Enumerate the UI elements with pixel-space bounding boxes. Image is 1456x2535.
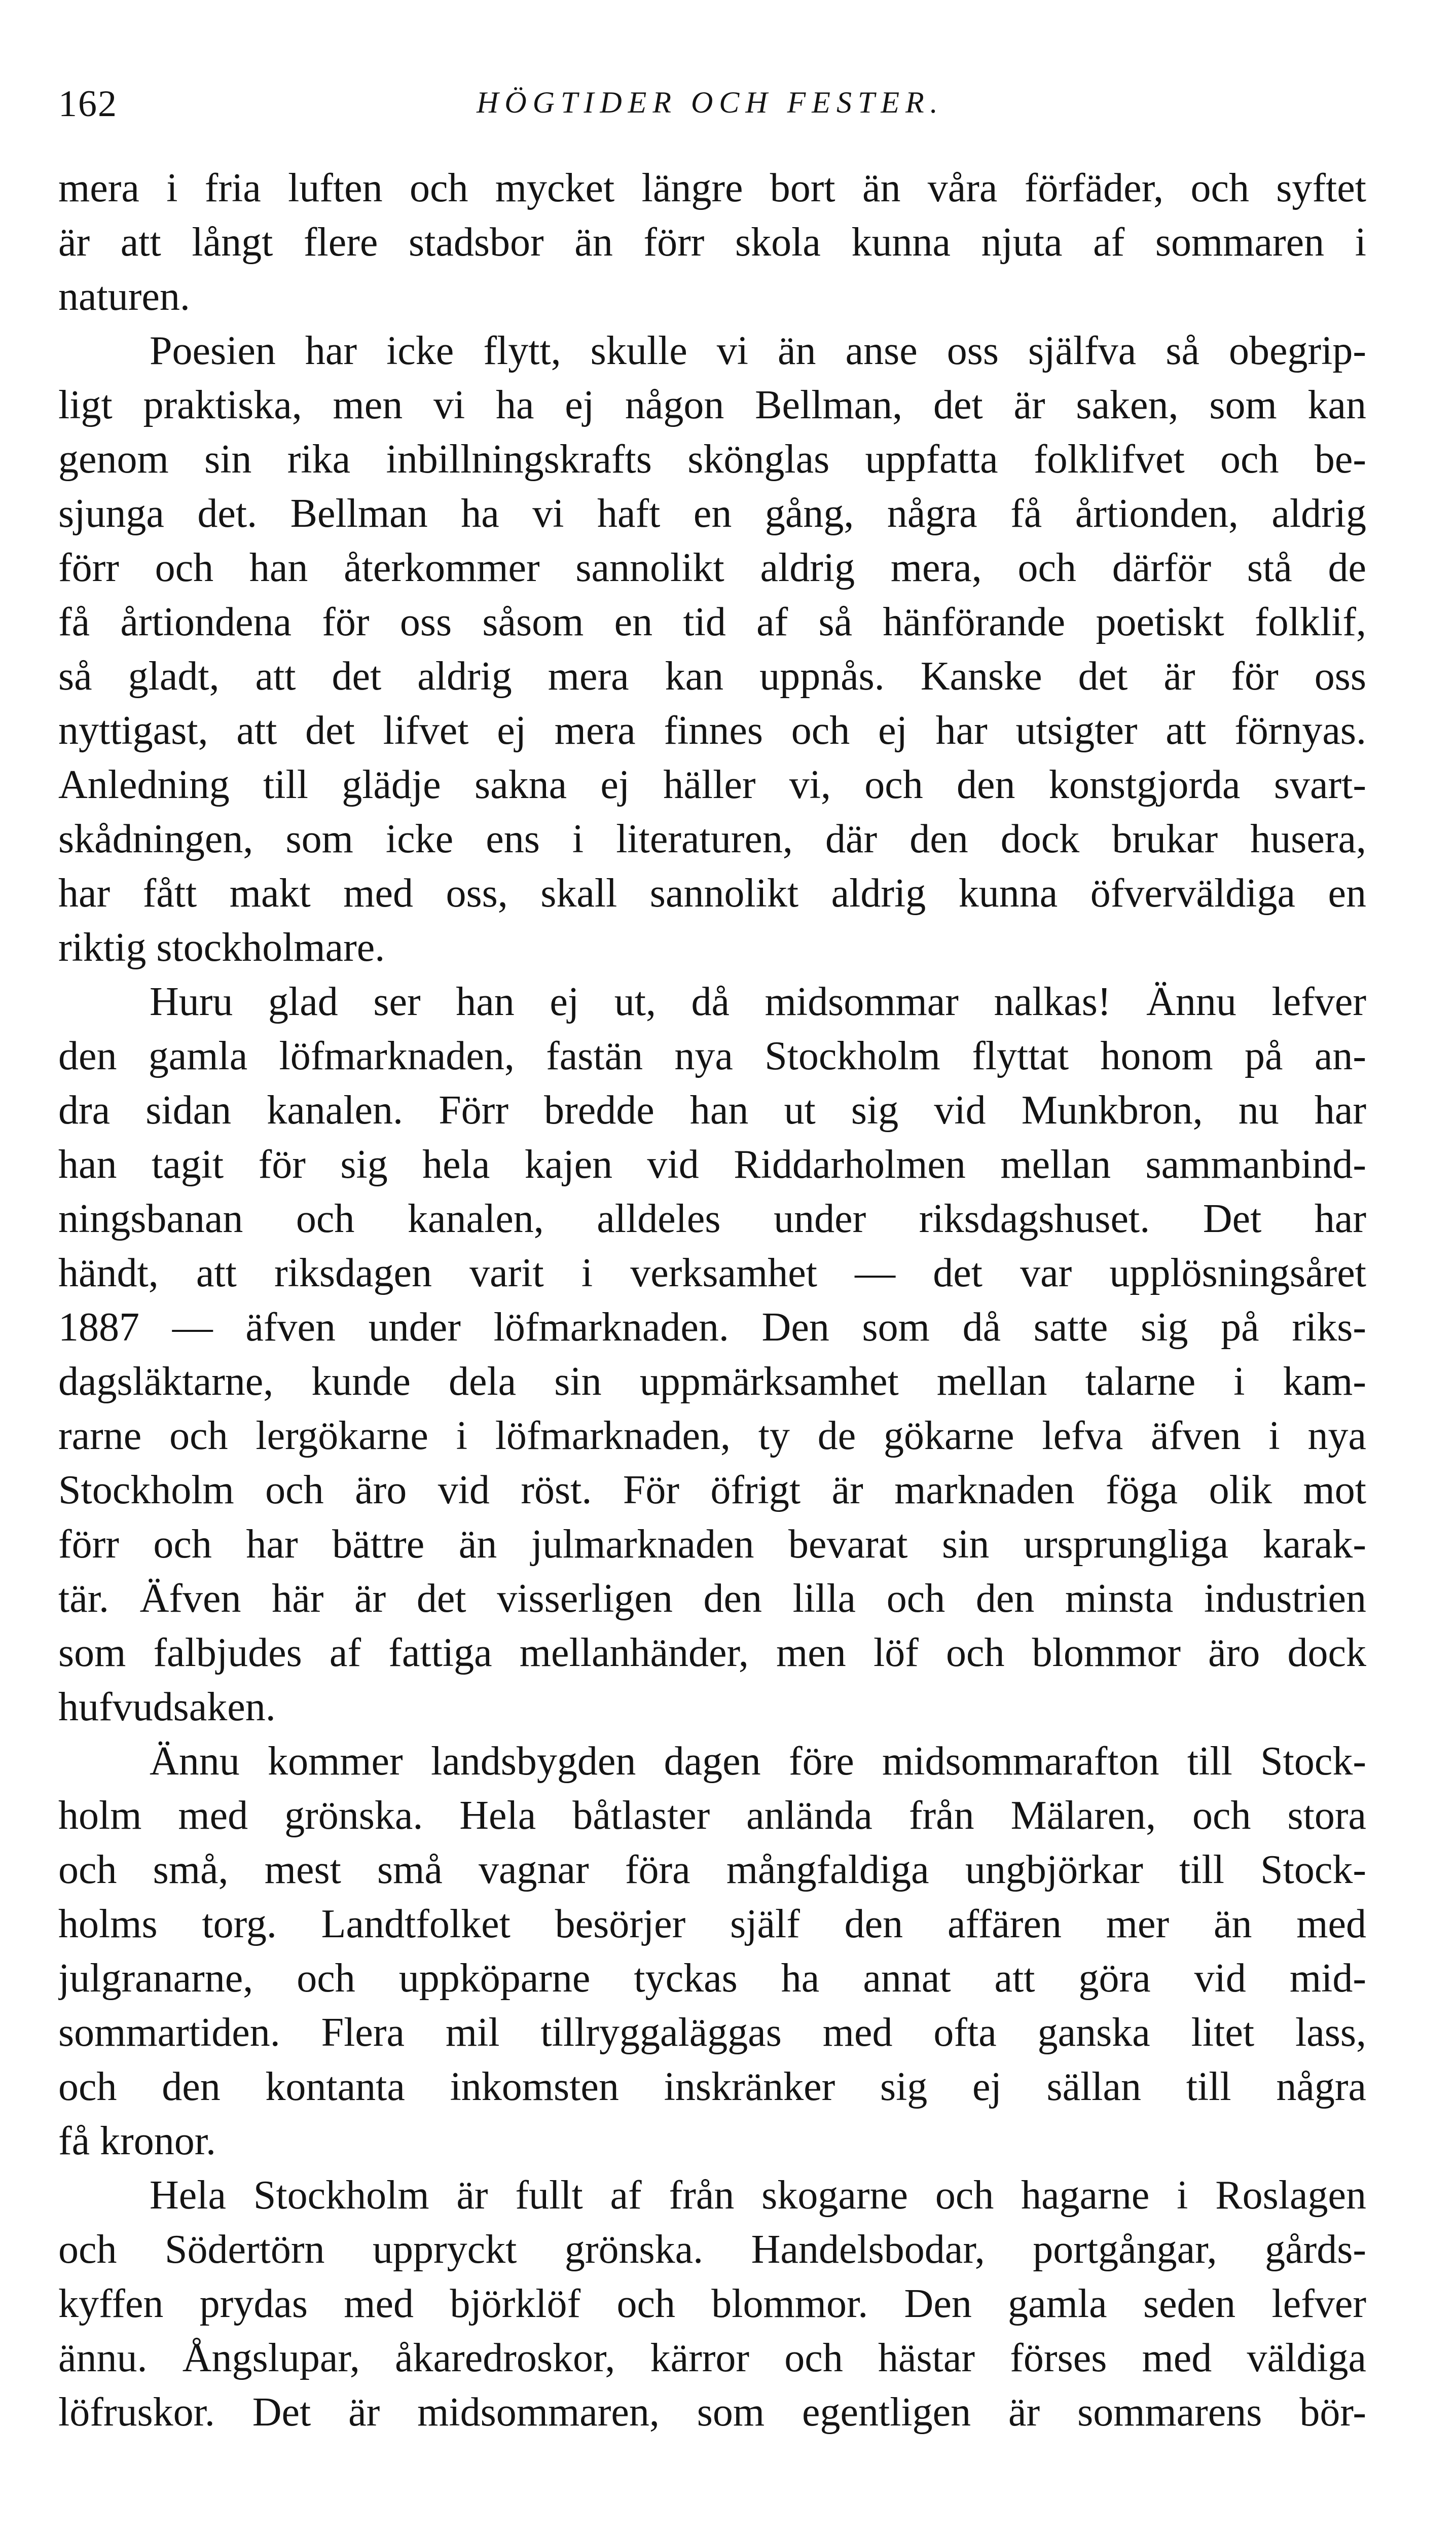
- text-line: mera i fria luften och mycket längre bort än våra förfäder, och syftet: [58, 166, 1366, 210]
- text-line: så gladt, att det aldrig mera kan uppnås. Kanske det är för oss: [58, 654, 1366, 699]
- text-line: tär. Äfven här är det visserligen den lilla och den minsta industrien: [58, 1576, 1366, 1621]
- text-line: rarne och lergökarne i löfmarknaden, ty de gökarne lefva äfven i nya: [58, 1414, 1366, 1458]
- text-line: har fått makt med oss, skall sannolikt aldrig kunna öfverväldiga en: [58, 871, 1366, 916]
- paragraph: [58, 324, 1366, 975]
- text-line: skådningen, som icke ens i literaturen, där den dock brukar husera,: [58, 817, 1366, 861]
- text-line: Stockholm och äro vid röst. För öfrigt är marknaden föga olik mot: [58, 1468, 1366, 1512]
- text-line: julgranarne, och uppköparne tyckas ha annat att göra vid mid-: [58, 1956, 1366, 2001]
- text-line: dra sidan kanalen. Förr bredde han ut sig vid Munkbron, nu har: [58, 1088, 1366, 1133]
- text-line: nyttigast, att det lifvet ej mera finnes och ej har utsigter att förnyas.: [58, 708, 1366, 753]
- text-line: kyffen prydas med björklöf och blommor. Den gamla seden lefver: [58, 2282, 1366, 2326]
- text-line: holm med grönska. Hela båtlaster anlända från Mälaren, och stora: [58, 1793, 1366, 1838]
- running-title: HÖGTIDER OCH FESTER.: [477, 86, 944, 119]
- text-line: som falbjudes af fattiga mellanhänder, men löf och blommor äro dock: [58, 1631, 1366, 1675]
- text-line: är att långt flere stadsbor än förr skola kunna njuta af sommaren i: [58, 220, 1366, 265]
- text-line: ännu. Ångslupar, åkaredroskor, kärror och hästar förses med väldiga: [58, 2336, 1366, 2380]
- text-line: dagsläktarne, kunde dela sin uppmärksamhet mellan talarne i kam-: [58, 1359, 1366, 1404]
- text-line: förr och han återkommer sannolikt aldrig mera, och därför stå de: [58, 546, 1366, 590]
- text-line: den gamla löfmarknaden, fastän nya Stockholm flyttat honom på an-: [58, 1034, 1366, 1078]
- text-line: förr och har bättre än julmarknaden bevarat sin ursprungliga karak-: [58, 1522, 1366, 1567]
- text-line: få kronor.: [58, 2119, 216, 2163]
- text-line: och Södertörn uppryckt grönska. Handelsbodar, portgångar, gårds-: [58, 2227, 1366, 2272]
- text-line: Anledning till glädje sakna ej häller vi, och den konstgjorda svart-: [58, 763, 1366, 807]
- running-head: [58, 76, 1366, 132]
- paragraph: [58, 161, 1366, 324]
- text-line: Poesien har icke flytt, skulle vi än anse oss själfva så obegrip-: [150, 329, 1366, 373]
- page-number: 162: [58, 83, 118, 125]
- text-line: sommartiden. Flera mil tillryggaläggas med ofta ganska litet lass,: [58, 2010, 1366, 2055]
- text-line: och små, mest små vagnar föra mångfaldiga ungbjörkar till Stock-: [58, 1848, 1366, 1892]
- body-text: [58, 161, 1366, 2440]
- text-line: ligt praktiska, men vi ha ej någon Bellman, det är saken, som kan: [58, 383, 1366, 427]
- text-line: Huru glad ser han ej ut, då midsommar nalkas! Ännu lefver: [150, 980, 1366, 1024]
- text-line: riktig stockholmare.: [58, 925, 385, 970]
- text-line: få årtiondena för oss såsom en tid af så hänförande poetiskt folklif,: [58, 600, 1366, 644]
- paragraph: [58, 975, 1366, 1734]
- text-line: 1887 — äfven under löfmarknaden. Den som då satte sig på riks-: [58, 1305, 1366, 1350]
- text-line: han tagit för sig hela kajen vid Riddarholmen mellan sammanbind-: [58, 1142, 1366, 1187]
- text-line: holms torg. Landtfolket besörjer själf den affären mer än med: [58, 1902, 1366, 1946]
- text-line: sjunga det. Bellman ha vi haft en gång, några få årtionden, aldrig: [58, 491, 1366, 536]
- text-line: och den kontanta inkomsten inskränker sig ej sällan till några: [58, 2065, 1366, 2109]
- text-line: Ännu kommer landsbygden dagen före midsommarafton till Stock-: [150, 1739, 1366, 1784]
- text-line: naturen.: [58, 274, 190, 319]
- text-line: händt, att riksdagen varit i verksamhet — det var upplösningsåret: [58, 1251, 1366, 1295]
- paragraph: [58, 2168, 1366, 2440]
- text-line: Hela Stockholm är fullt af från skogarne och hagarne i Roslagen: [150, 2173, 1366, 2218]
- text-line: ningsbanan och kanalen, alldeles under riksdagshuset. Det har: [58, 1197, 1366, 1241]
- text-line: löfruskor. Det är midsommaren, som egentligen är sommarens bör-: [58, 2390, 1366, 2435]
- text-line: genom sin rika inbillningskrafts skönglas uppfatta folklifvet och be-: [58, 437, 1366, 482]
- paragraph: [58, 1734, 1366, 2168]
- text-line: hufvudsaken.: [58, 1685, 276, 1729]
